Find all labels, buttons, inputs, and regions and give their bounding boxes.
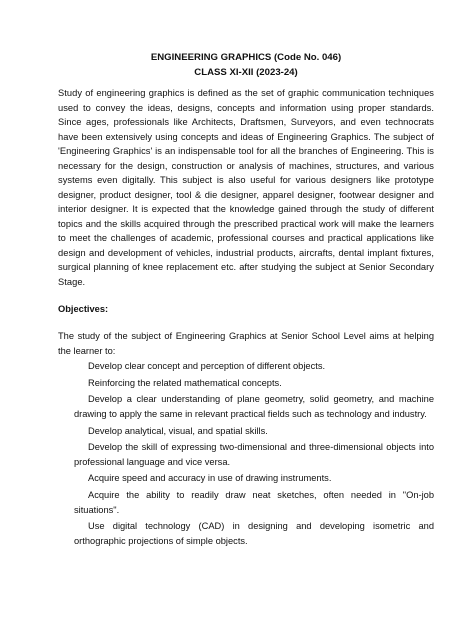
list-item: Reinforcing the related mathematical concepts. xyxy=(88,377,282,388)
list-item: Develop a clear understanding of plane geometry, solid geometry, and machine drawing to apply the same in relevant practical fields such as technology and industry. xyxy=(74,394,434,419)
list-item: Develop analytical, visual, and spatial skills. xyxy=(88,425,268,436)
list-item: Develop clear concept and perception of different objects. xyxy=(88,361,326,371)
objectives-heading: Objectives: xyxy=(58,304,109,314)
document-subtitle: CLASS XI-XII (2023-24) xyxy=(194,67,298,78)
objectives-intro: The study of the subject of Engineering Graphics at Senior School Level aims at helping the learner to: xyxy=(58,331,434,356)
document-title: ENGINEERING GRAPHICS (Code No. 046) xyxy=(150,52,342,63)
objectives-list xyxy=(58,359,434,548)
intro-paragraph: Study of engineering graphics is defined as the set of graphic communication techniques used to convey the ideas, designs, concepts and information using proper standards. Since ages, professionals like Architects, Draftsmen, Surveyors, and even technocrats have been extensively using concepts and ideas of Engineering Graphics. The subject of 'Engineering Graphics' is an indispensable tool for all the branches of Engineering. This is necessary for the design, construction or analysis of machines, structures, and various systems even digitally. This subject is also useful for various designers like prototype designer, product designer, tool & die designer, apparel designer, footwear designer and interior designer. It is expected that the knowledge gained through the study of different topics and the skills acquired through the prescribed practical work will make the learners to meet the challenges of academic, professional courses and practical applications like design and development of vehicles, industrial products, aircrafts, dental implant fixtures, surgical planning of knee replacement etc. after studying the subject at Senior Secondary Stage. xyxy=(58,88,434,287)
list-item: Acquire the ability to readily draw neat sketches, often needed in "On-job situations". xyxy=(74,490,434,515)
list-item: Acquire speed and accuracy in use of drawing instruments. xyxy=(88,473,332,484)
list-item: Use digital technology (CAD) in designing and developing isometric and orthographic projections of simple objects. xyxy=(74,521,434,546)
list-item: Develop the skill of expressing two-dimensional and three-dimensional objects into professional language and vice versa. xyxy=(74,442,434,467)
